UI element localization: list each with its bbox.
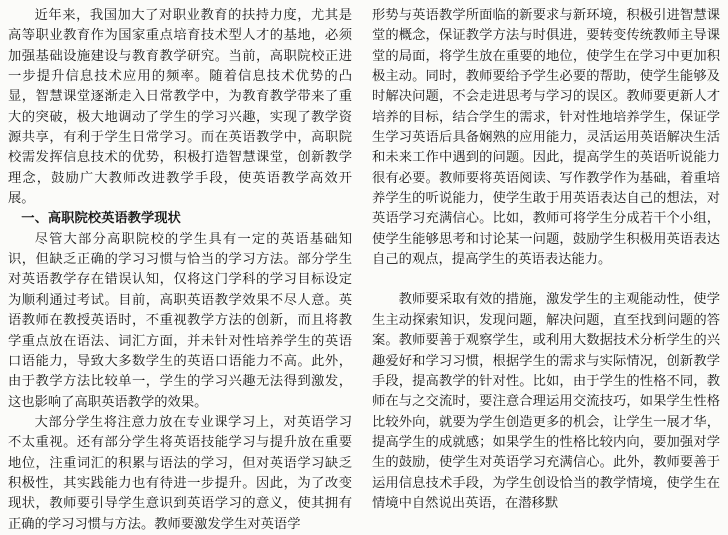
student-attitude-paragraph: 大部分学生将注意力放在专业课学习上，对英语学习不太重视。还有部分学生将英语技能学习与提升放在重要地位，注重词汇的积累与语法的学习，但对英语学习缺乏积极性，其实践能力也有待进一步提升。因此，为了改变现状，教师要引导学生意识到英语学习的意义，使其拥有正确的学习习惯与方法。教师要激发学生对英语学	[8, 414, 352, 532]
paragraph-gap	[372, 270, 720, 290]
status-paragraph: 尽管大部分高职院校的学生具有一定的英语基础知识，但缺乏正确的学习习惯与恰当的学习方法。部分学生对英语教学存在错误认知，仅将这门学科的学习目标设定为顺利通过考试。目前，高职英语教学效果不尽人意。英语教师在教授英语时，不重视教学方法的创新，而且将教学重点放在语法、词汇方面，并未针对性培养学生的英语口语能力，导致大多数学生的英语口语能力不高。此外，由于教学方法比较单一，学生的学习兴趣无法得到激发，这也影响了高职英语教学的效果。	[8, 231, 352, 410]
left-column	[8, 6, 352, 535]
intro-paragraph: 近年来，我国加大了对职业教育的扶持力度，尤其是高等职业教育作为国家重点培育技术型人才的基地，必须加强基础设施建设与教育教学研究。当前，高职院校正进一步提升信息技术应用的频率。随着信息技术优势的凸显，智慧课堂逐渐走入日常教学中，为教育教学带来了重大的突破，极大地调动了学生的学习兴趣，实现了教学资源共享，有利于学生日常学习。而在英语教学中，高职院校需发挥信息技术的优势，积极打造智慧课堂，创新教学理念，鼓励广大教师改进教学手段，使英语教学高效开展。	[8, 8, 352, 207]
right-column	[372, 6, 720, 514]
section-heading: 一、高职院校英语教学现状	[21, 211, 181, 227]
continuation-paragraph: 形势与英语教学所面临的新要求与新环境，积极引进智慧课堂的概念，保证教学方法与时俱进，要转变传统教师主导课堂的局面，将学生放在重要的地位，使学生在学习中更加积极主动。同时，教师要给予学生必要的帮助，使学生能够及时解决问题，不会走进思考与学习的误区。教师要更新人才培养的目标，结合学生的需求，针对性地培养学生，保证学生学习英语后具备娴熟的应用能力，灵活运用英语解决生活和未来工作中遇到的问题。因此，提高学生的英语听说能力很有必要。教师要将英语阅读、写作教学作为基础，着重培养学生的听说能力，使学生敢于用英语表达自己的想法，对英语学习充满信心。比如，教师可将学生分成若干个小组，使学生能够思考和讨论某一问题，鼓励学生积极用英语表达自己的观点，提高学生的英语表达能力。	[372, 8, 720, 268]
teaching-measures-paragraph: 教师要采取有效的措施，激发学生的主观能动性，使学生主动探索知识，发现问题，解决问题，直至找到问题的答案。教师要善于观察学生，或利用大数据技术分析学生的兴趣爱好和学习习惯，根据学生的需求与实际情况，创新教学手段，提高教学的针对性。比如，由于学生的性格不同，教师在与之交流时，要注意合理运用交流技巧，如果学生性格比较外向，就要为学生创造更多的机会，让学生一展才华，提高学生的成就感；如果学生的性格比较内向，要加强对学生的鼓励，使学生对英语学习充满信心。此外，教师要善于运用信息技术手段，为学生创设恰当的教学情境，使学生在情境中自然说出英语，在潜移默	[372, 292, 720, 511]
